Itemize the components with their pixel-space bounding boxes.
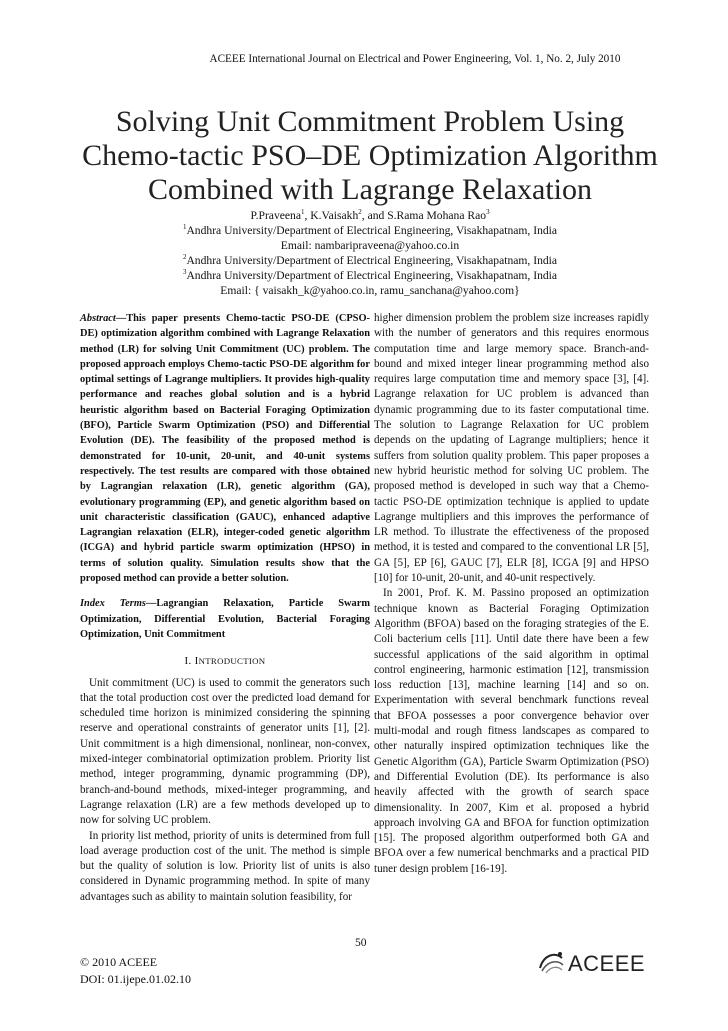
left-column [80, 311, 370, 905]
journal-header: ACEEE International Journal on Electrical and Power Engineering, Vol. 1, No. 2, July 2010 [209, 53, 621, 65]
author-2: K.Vaisakh [310, 209, 359, 222]
affiliation-1: $^1$Andhra University/Department of Electrical Engineering, Visakhapatnam, India [182, 223, 558, 237]
email-1: Email: nambaripraveena@yahoo.co.in [280, 239, 460, 252]
doi: DOI: 01.ijepe.01.02.10 [80, 972, 191, 986]
author-1: P.Praveena [250, 209, 301, 222]
author-names: P.Praveena$^1$, K.Vaisakh$^2$, and S.Rama Mohana Rao$^3$ [250, 208, 490, 222]
title-line-1: Solving Unit Commitment Problem Using [115, 105, 625, 138]
logo-text: ACEEE [568, 950, 646, 976]
paragraph: higher dimension problem the problem size increases rapidly with the number of generators and this requires enormous computation time and large memory space. Branch-and-bound and mixed integer linear programming method also requires large computation time and memory space [3], [4]. Lagrange relaxation for UC problem is advanced than dynamic programming due to its faster computational time. The solution to Lagrange Relaxation for UC problem depends on the updating of Lagrange multipliers; hence it suffers from solution quality problem. This paper proposes a new hybrid heuristic method for solving UC problem. The proposed method is developed in such way that a Chemo-tactic PSO-DE optimization technique is applied to update Lagrange multipliers and this improves the performance of LR method. To illustrate the effectiveness of the proposed method, it is tested and compared to the conventional LR [5], GA [5], EP [6], GAUC [7], ELR [8], ICGA [9] and HPSO [10] for 10-unit, 20-unit, and 40-unit respectively. [374, 312, 649, 585]
swirl-logo-icon [536, 948, 566, 979]
affiliation-2: $^2$Andhra University/Department of Electrical Engineering, Visakhapatnam, India [182, 253, 558, 267]
page-number: 50 [355, 937, 367, 949]
author-3: S.Rama Mohana Rao [387, 209, 487, 222]
section-heading-introduction: I. INTRODUCTION [184, 655, 266, 668]
copyright: © 2010 ACEEE [80, 955, 158, 969]
index-terms: Index Terms—Lagrangian Relaxation, Particle Swarm Optimization, Differential Evolution, Bacterial Foraging Optimization, Unit Commitment [80, 598, 370, 640]
aceee-logo [536, 948, 645, 979]
author-block [100, 208, 640, 298]
paper-title [60, 105, 680, 207]
affiliation-3: $^3$Andhra University/Department of Electrical Engineering, Visakhapatnam, India [182, 268, 558, 282]
paragraph: In priority list method, priority of units is determined from full load average production cost of the unit. The method is simple but the quality of solution is low. Priority list of units is also considered in Dynamic programming method. In spite of many advantages such as ability to maintain solution feasibility, for [80, 829, 370, 903]
title-line-3: Combined with Lagrange Relaxation [147, 173, 593, 206]
email-2-3: Email: { vaisakh_k@yahoo.co.in, ramu_sanchana@yahoo.com} [220, 284, 520, 297]
abstract: Abstract—This paper presents Chemo-tactic PSO-DE (CPSO-DE) optimization algorithm combined with Lagrange Relaxation method (LR) for solving Unit Commitment (UC) problem. The proposed approach employs Chemo-tactic PSO-DE algorithm for optimal settings of Lagrange multipliers. It provides high-quality performance and reaches global solution and is a hybrid heuristic algorithm based on Bacterial Foraging Optimization (BFO), Particle Swarm Optimization (PSO) and Differential Evolution (DE). The feasibility of the proposed method is demonstrated for 10-unit, 20-unit, and 40-unit systems respectively. The test results are compared with those obtained by Lagrangian relaxation (LR), genetic algorithm (GA), evolutionary programming (EP), and genetic algorithm based on unit characteristic classification (GAUC), enhanced adaptive Lagrangian relaxation (ELR), integer-coded genetic algorithm (ICGA) and hybrid particle swarm optimization (HPSO) in terms of solution quality. Simulation results show that the proposed method can provide a better solution. [80, 313, 370, 585]
title-line-2: Chemo-tactic PSO–DE Optimization Algorithm [82, 139, 658, 172]
footer [80, 954, 191, 988]
paragraph: In 2001, Prof. K. M. Passino proposed an optimization technique known as Bacterial Foraging Optimization Algorithm (BFOA) based on the foraging strategies of the E. Coli bacterium cells [11]. Until date there have been a few successful applications of the said algorithm in optimal control engineering, harmonic estimation [12], transmission loss reduction [13], machine learning [14] and so on. Experimentation with several benchmark functions reveal that BFOA possesses a poor convergence behavior over multi-modal and rough fitness landscapes as compared to other naturally inspired optimization techniques like the Genetic Algorithm (GA), Particle Swarm Optimization (PSO) and Differential Evolution (DE). Its performance is also heavily affected with the growth of search space dimensionality. In 2007, Kim et al. proposed a hybrid approach involving GA and BFOA for function optimization [15]. The proposed algorithm outperformed both GA and BFOA over a few numerical benchmarks and a practical PID tuner design problem [16-19]. [374, 587, 649, 875]
right-column [374, 311, 649, 877]
paragraph: Unit commitment (UC) is used to commit the generators such that the total production cost over the predicted load demand for scheduled time horizon is minimized considering the spinning reserve and operational constraints of generator units [1], [2]. Unit commitment is a high dimensional, nonlinear, non-convex, mixed-integer combinatorial optimization problem. Priority list method, integer programming, dynamic programming (DP), branch-and-bound methods, mixed-integer programming, and Lagrange relaxation (LR) are a few methods developed up to now for solving UC problem. [80, 676, 370, 827]
